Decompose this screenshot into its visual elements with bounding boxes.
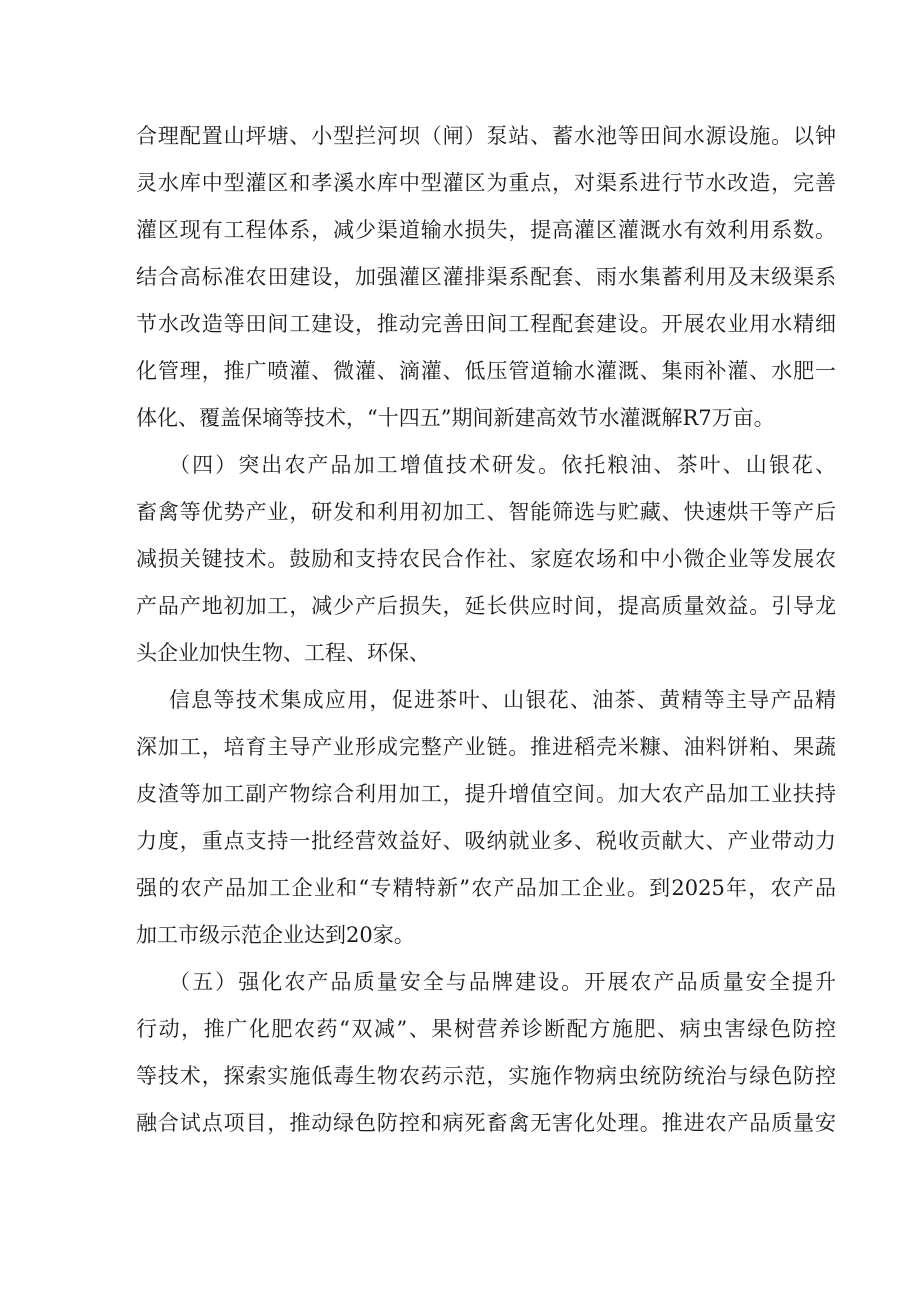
text-line: 头企业加快生物、工程、环保、 — [136, 641, 430, 665]
text-line: 皮渣等加工副产物综合利用加工，提升增值空间。加大农产品加工业扶持 — [136, 782, 836, 806]
text-line: 体化、覆盖保墒等技术，“十四五”期间新建高效节水灌溉解R7万亩。 — [136, 406, 775, 430]
text-line: 加工市级示范企业达到20家。 — [136, 923, 415, 947]
text-line: 合理配置山坪塘、小型拦河坝（闸）泵站、蓄水池等田间水源设施。以钟 — [136, 124, 836, 148]
text-line: 畜禽等优势产业，研发和利用初加工、智能筛选与贮藏、快速烘干等产后 — [136, 500, 836, 524]
paragraph-4 — [136, 959, 836, 1147]
text-line: 等技术，探索实施低毒生物农药示范，实施作物病虫统防统治与绿色防控 — [136, 1064, 836, 1088]
text-line: 行动，推广化肥农药“双减”、果树营养诊断配方施肥、病虫害绿色防控 — [136, 1017, 836, 1041]
text-line: （五）强化农产品质量安全与品牌建设。开展农产品质量安全提升 — [169, 970, 836, 994]
text-line: 力度，重点支持一批经营效益好、吸纳就业多、税收贡献大、产业带动力 — [136, 829, 836, 853]
text-line: 灵水库中型灌区和孝溪水库中型灌区为重点，对渠系进行节水改造，完善 — [136, 171, 836, 195]
text-line: 节水改造等田间工建设，推动完善田间工程配套建设。开展农业用水精细 — [136, 312, 836, 336]
text-line: （四）突出农产品加工增值技术研发。依托粮油、茶叶、山银花、 — [169, 453, 836, 477]
text-line: 深加工，培育主导产业形成完整产业链。推进稻壳米糠、油料饼粕、果蔬 — [136, 735, 836, 759]
text-line: 融合试点项目，推动绿色防控和病死畜禽无害化处理。推进农产品质量安 — [136, 1111, 836, 1135]
text-line: 产品产地初加工，减少产后损失，延长供应时间，提高质量效益。引导龙 — [136, 594, 836, 618]
paragraph-3 — [136, 677, 836, 959]
text-line: 信息等技术集成应用，促进茶叶、山银花、油茶、黄精等主导产品精 — [169, 688, 836, 712]
paragraph-2 — [136, 442, 836, 677]
paragraph-1 — [136, 113, 836, 442]
document-body — [136, 113, 836, 1147]
text-line: 强的农产品加工企业和“专精特新”农产品加工企业。到2025年，农产品 — [136, 876, 836, 900]
text-line: 结合高标准农田建设，加强灌区灌排渠系配套、雨水集蓄利用及末级渠系 — [136, 265, 836, 289]
text-line: 化管理，推广喷灌、微灌、滴灌、低压管道输水灌溉、集雨补灌、水肥一 — [136, 359, 836, 383]
text-line: 减损关键技术。鼓励和支持农民合作社、家庭农场和中小微企业等发展农 — [136, 547, 836, 571]
text-line: 灌区现有工程体系，减少渠道输水损失，提高灌区灌溉水有效利用系数。 — [136, 218, 836, 242]
